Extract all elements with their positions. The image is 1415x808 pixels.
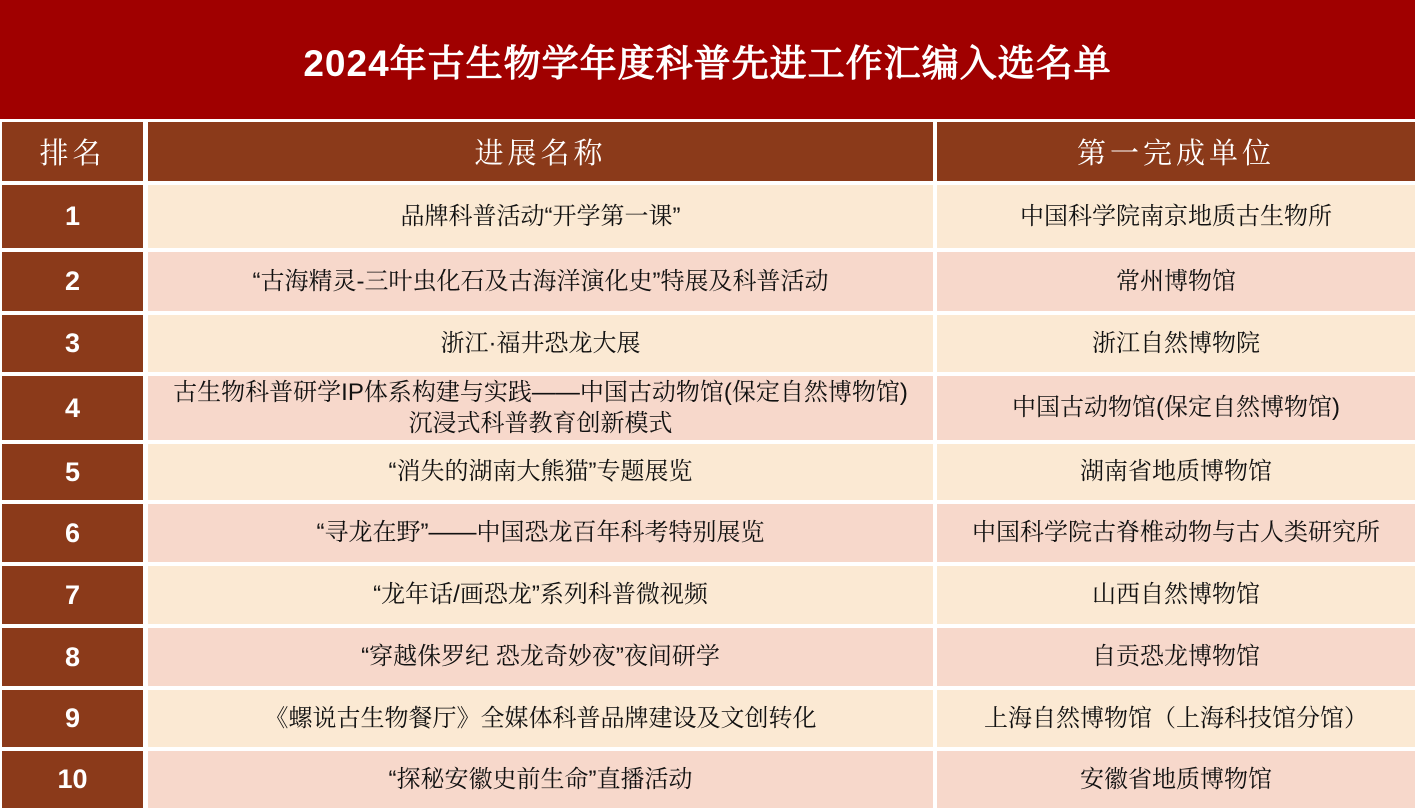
rank-cell: 7 — [2, 566, 143, 624]
unit-cell: 中国科学院古脊椎动物与古人类研究所 — [937, 504, 1415, 562]
unit-cell: 中国古动物馆(保定自然博物馆) — [937, 376, 1415, 440]
rank-cell: 10 — [2, 751, 143, 808]
unit-cell: 山西自然博物馆 — [937, 566, 1415, 624]
unit-cell: 自贡恐龙博物馆 — [937, 628, 1415, 686]
rank-cell: 3 — [2, 315, 143, 372]
table-row — [0, 376, 1415, 440]
name-cell: 《螺说古生物餐厅》全媒体科普品牌建设及文创转化 — [148, 690, 933, 747]
name-cell: “穿越侏罗纪 恐龙奇妙夜”夜间研学 — [148, 628, 933, 686]
name-cell: 浙江·福井恐龙大展 — [148, 315, 933, 372]
table-row — [0, 315, 1415, 372]
rank-cell: 9 — [2, 690, 143, 747]
rank-cell: 6 — [2, 504, 143, 562]
name-cell: “消失的湖南大熊猫”专题展览 — [148, 444, 933, 500]
table-row — [0, 751, 1415, 808]
title-banner — [0, 0, 1415, 119]
page-title: 2024年古生物学年度科普先进工作汇编入选名单 — [303, 42, 1112, 84]
table-row — [0, 504, 1415, 562]
table-row — [0, 566, 1415, 624]
rank-cell: 4 — [2, 376, 143, 440]
unit-cell: 常州博物馆 — [937, 252, 1415, 311]
award-table — [0, 122, 1415, 808]
name-cell: 古生物科普研学IP体系构建与实践——中国古动物馆(保定自然博物馆)沉浸式科普教育创新模式 — [148, 376, 933, 440]
table-header-row — [0, 122, 1415, 181]
rank-cell: 8 — [2, 628, 143, 686]
table-row — [0, 628, 1415, 686]
table-row — [0, 185, 1415, 248]
unit-cell: 浙江自然博物院 — [937, 315, 1415, 372]
column-header-name: 进展名称 — [148, 122, 933, 181]
table-row — [0, 444, 1415, 500]
column-header-rank: 排名 — [2, 122, 143, 181]
rank-cell: 2 — [2, 252, 143, 311]
rank-cell: 5 — [2, 444, 143, 500]
name-cell: 品牌科普活动“开学第一课” — [148, 185, 933, 248]
table-row — [0, 252, 1415, 311]
name-cell: “古海精灵-三叶虫化石及古海洋演化史”特展及科普活动 — [148, 252, 933, 311]
name-cell: “寻龙在野”——中国恐龙百年科考特别展览 — [148, 504, 933, 562]
rank-cell: 1 — [2, 185, 143, 248]
column-header-unit: 第一完成单位 — [937, 122, 1415, 181]
unit-cell: 湖南省地质博物馆 — [937, 444, 1415, 500]
name-cell: “龙年话/画恐龙”系列科普微视频 — [148, 566, 933, 624]
unit-cell: 中国科学院南京地质古生物所 — [937, 185, 1415, 248]
unit-cell: 安徽省地质博物馆 — [937, 751, 1415, 808]
unit-cell: 上海自然博物馆（上海科技馆分馆） — [937, 690, 1415, 747]
name-cell: “探秘安徽史前生命”直播活动 — [148, 751, 933, 808]
table-row — [0, 690, 1415, 747]
